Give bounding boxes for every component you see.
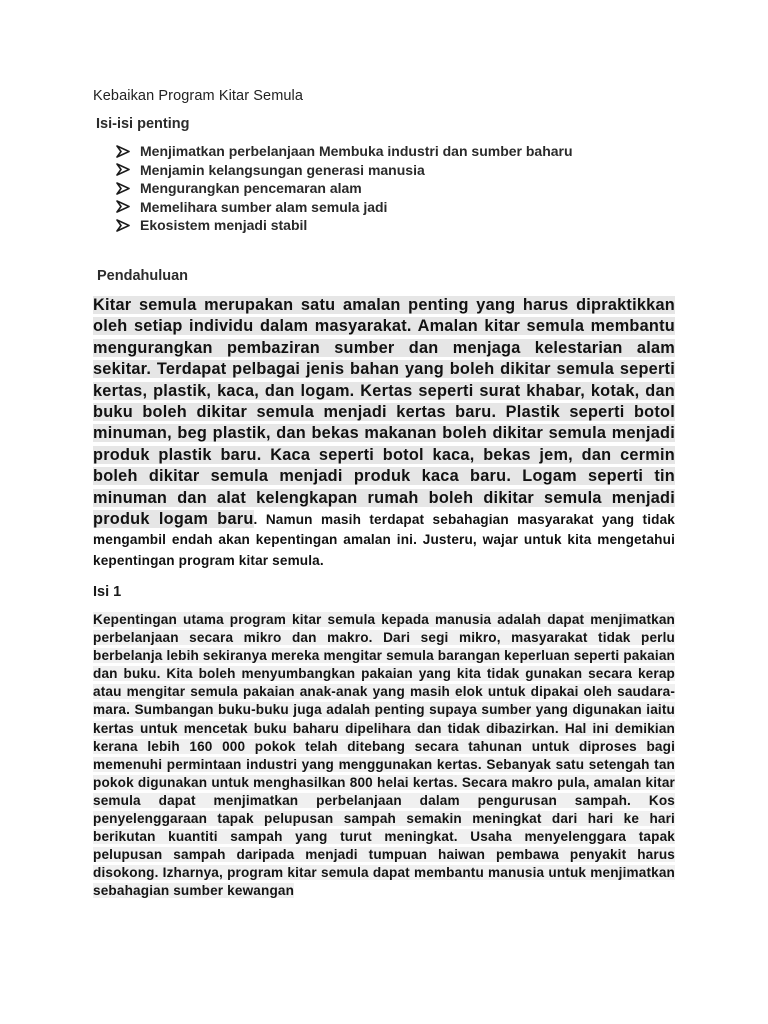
list-item	[116, 179, 676, 198]
section-heading: Isi 1	[93, 584, 122, 600]
arrow-bullet-icon	[116, 182, 140, 195]
key-point-text: Ekosistem menjadi stabil	[140, 217, 308, 234]
key-point-text: Menjamin kelangsungan generasi manusia	[140, 161, 425, 178]
key-points-heading: Isi-isi penting	[96, 116, 190, 132]
intro-rest-text: . Namun masih terdapat sebahagian masyarakat yang tidak mengambil endah akan kepentingan amalan ini. Justeru, wajar untuk kita mengetahui kepentingan program kitar semula.	[93, 512, 676, 568]
arrow-bullet-icon	[116, 200, 140, 213]
key-point-text: Memelihara sumber alam semula jadi	[140, 198, 388, 215]
arrow-bullet-icon	[116, 145, 140, 158]
intro-heading: Pendahuluan	[97, 268, 189, 284]
arrow-bullet-icon	[116, 219, 140, 232]
list-item	[116, 198, 676, 217]
key-points-list	[116, 142, 676, 235]
list-item	[116, 216, 676, 235]
arrow-bullet-icon	[116, 163, 140, 176]
list-item	[116, 161, 676, 180]
intro-highlighted-text: Kitar semula merupakan satu amalan penting yang harus dipraktikkan oleh setiap individu dalam masyarakat. Amalan kitar semula membantu mengurangkan pembaziran sumber dan menjaga kelestarian alam sekitar. Terdapat pelbagai jenis bahan yang boleh dikitar semula seperti kertas, plastik, kaca, dan logam. Kertas seperti surat khabar, kotak, dan buku boleh dikitar semula menjadi kertas baru. Plastik seperti botol minuman, beg plastik, dan bekas makanan boleh dikitar semula menjadi produk plastik baru. Kaca seperti botol kaca, bekas jem, dan cermin boleh dikitar semula menjadi produk kaca baru. Logam seperti tin minuman dan alat kelengkapan rumah boleh dikitar semula menjadi produk logam baru	[93, 296, 675, 529]
key-point-text: Menjimatkan perbelanjaan Membuka industri dan sumber baharu	[140, 143, 573, 160]
list-item	[116, 142, 676, 161]
section-body-text: Kepentingan utama program kitar semula kepada manusia adalah dapat menjimatkan perbelanjaan secara mikro dan makro. Dari segi mikro, masyarakat tidak perlu berbelanja lebih sekiranya mereka mengitar semula barangan keperluan seperti pakaian dan buku. Kita boleh menyumbangkan pakaian yang kita tidak gunakan secara kerap atau mengitar semula pakaian anak-anak yang masih elok untuk dipakai oleh saudara-mara. Sumbangan buku-buku juga adalah penting supaya sumber yang digunakan iaitu kertas untuk mencetak buku baharu dipelihara dan tidak dibazirkan. Hal ini demikian kerana lebih 160 000 pokok telah ditebang secara tahunan untuk diproses bagi memenuhi permintaan industri yang menggunakan kertas. Sebanyak satu setengah tan pokok digunakan untuk menghasilkan 800 helai kertas. Secara makro pula, amalan kitar semula dapat menjimatkan perbelanjaan dalam pengurusan sampah. Kos penyelenggaraan tapak pelupusan sampah semakin meningkat dari hari ke hari berikutan kuantiti sampah yang turut meningkat. Usaha menyelenggara tapak pelupusan sampah daripada menjadi tumpuan haiwan pembawa penyakit harus disokong. Izharnya, program kitar semula dapat membantu manusia untuk menjimatkan sebahagian sumber kewangan	[93, 612, 675, 899]
document-title: Kebaikan Program Kitar Semula	[93, 88, 304, 104]
intro-paragraph	[93, 295, 675, 571]
key-point-text: Mengurangkan pencemaran alam	[140, 180, 362, 197]
section-body-paragraph	[93, 611, 675, 901]
